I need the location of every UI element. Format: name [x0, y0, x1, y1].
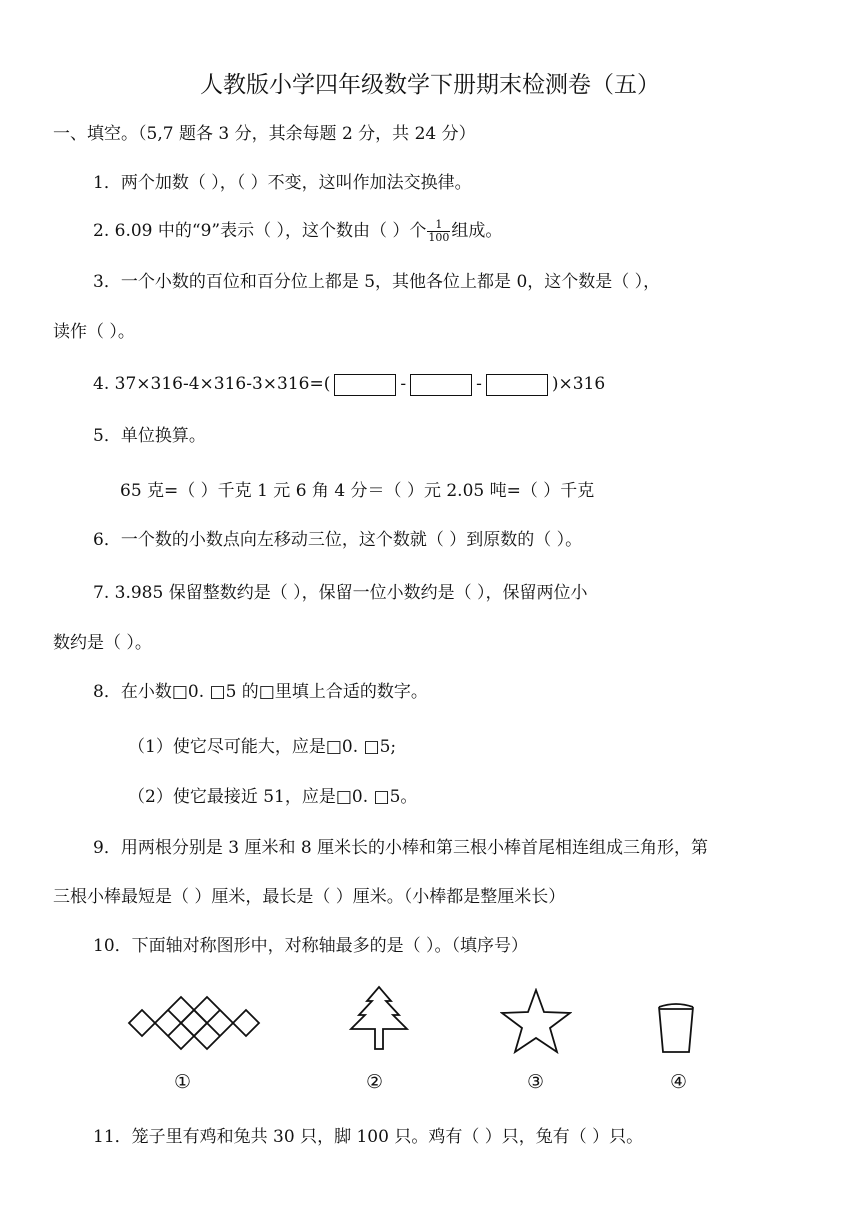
- question-2: [93, 219, 502, 244]
- figure-label-1: ①: [174, 1071, 192, 1093]
- question-9-line-2: 三根小棒最短是（ ）厘米，最长是（ ）厘米。（小棒都是整厘米长）: [53, 887, 566, 907]
- answer-box-1[interactable]: [334, 374, 396, 396]
- question-11: 11．笼子里有鸡和兔共 30 只，脚 100 只。鸡有（ ）只，兔有（ ）只。: [93, 1127, 644, 1147]
- question-7-line-1: 7. 3.985 保留整数约是（ ），保留一位小数约是（ ），保留两位小: [93, 583, 588, 603]
- figure-label-4: ④: [670, 1071, 688, 1093]
- question-4-expression: 4. 37×316-4×316-3×316=(: [93, 374, 331, 394]
- question-8-heading: 8．在小数□0. □5 的□里填上合适的数字。: [93, 682, 428, 702]
- question-5-conversions: 65 克=（ ）千克 1 元 6 角 4 分＝（ ）元 2.05 吨=（ ）千克: [120, 481, 595, 501]
- question-5-heading: 5．单位换算。: [93, 426, 206, 446]
- question-8-sub-2: （2）使它最接近 51，应是□0. □5。: [128, 787, 418, 807]
- question-8-sub-1: （1）使它尽可能大，应是□0. □5;: [128, 737, 397, 757]
- question-9-line-1: 9．用两根分别是 3 厘米和 8 厘米长的小棒和第三根小棒首尾相连组成三角形，第: [93, 838, 709, 858]
- question-3-line-2: 读作（ ）。: [53, 322, 135, 342]
- fraction-denominator: 100: [428, 231, 450, 244]
- question-4: [93, 372, 605, 396]
- question-6: 6．一个数的小数点向左移动三位，这个数就（ ）到原数的（ ）。: [93, 530, 583, 550]
- tree-icon: [347, 985, 411, 1051]
- fraction-numerator: 1: [427, 219, 450, 232]
- answer-box-3[interactable]: [486, 374, 548, 396]
- section-heading-fill-in: 一、填空。（5,7 题各 3 分，其余每题 2 分，共 24 分）: [53, 124, 476, 144]
- knot-pattern-icon: [125, 990, 263, 1056]
- minus-sign: -: [400, 374, 407, 394]
- cup-icon: [655, 1000, 697, 1056]
- question-2-text: 2. 6.09 中的“9”表示（ ），这个数由（ ）个: [93, 221, 427, 241]
- fraction-one-hundredth: [427, 219, 450, 244]
- question-1: 1．两个加数（ ），（ ）不变，这叫作加法交换律。: [93, 173, 472, 193]
- minus-sign: -: [476, 374, 482, 394]
- question-10: 10．下面轴对称图形中，对称轴最多的是（ ）。（填序号）: [93, 936, 529, 956]
- star-icon: [500, 988, 572, 1054]
- question-7-line-2: 数约是（ ）。: [53, 633, 152, 653]
- question-2-tail: 组成。: [451, 221, 503, 241]
- figure-label-2: ②: [366, 1071, 384, 1093]
- answer-box-2[interactable]: [410, 374, 472, 396]
- question-4-suffix: )×316: [551, 374, 606, 394]
- figure-label-3: ③: [527, 1071, 545, 1093]
- question-3-line-1: 3．一个小数的百位和百分位上都是 5，其他各位上都是 0，这个数是（ ），: [93, 272, 661, 292]
- page-title: 人教版小学四年级数学下册期末检测卷（五）: [200, 72, 660, 98]
